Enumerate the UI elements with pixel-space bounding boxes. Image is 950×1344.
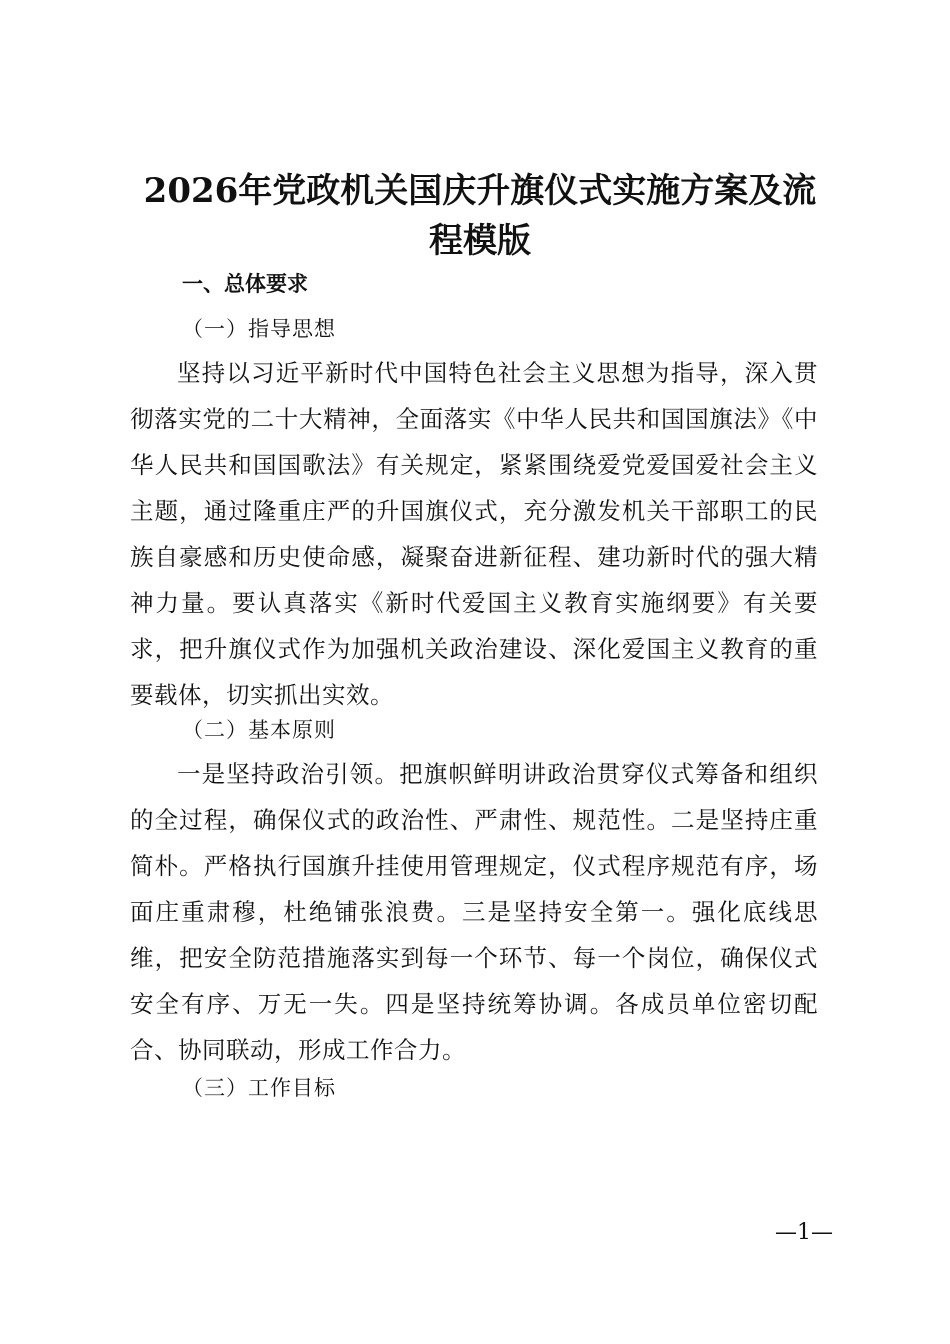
document-title-line-2: 程模版	[429, 221, 531, 261]
subsection-heading-guiding-ideology: （一）指导思想	[182, 317, 336, 341]
page-number: —1—	[775, 1220, 833, 1245]
document-title	[135, 166, 825, 266]
subsection-heading-basic-principles: （二）基本原则	[182, 718, 336, 742]
document-title-line-1: 2026年党政机关国庆升旗仪式实施方案及流	[143, 171, 817, 211]
paragraph-guiding-ideology: 坚持以习近平新时代中国特色社会主义思想为指导，深入贯彻落实党的二十大精神，全面落实《中华人民共和国国旗法》《中华人民共和国国歌法》有关规定，紧紧围绕爱党爱国爱社会主义主题，通过隆重庄严的升国旗仪式，充分激发机关干部职工的民族自豪感和历史使命感，凝聚奋进新征程、建功新时代的强大精神力量。要认真落实《新时代爱国主义教育实施纲要》有关要求，把升旗仪式作为加强机关政治建设、深化爱国主义教育的重要载体，切实抓出实效。	[130, 359, 818, 709]
paragraph-basic-principles: 一是坚持政治引领。把旗帜鲜明讲政治贯穿仪式筹备和组织的全过程，确保仪式的政治性、严肃性、规范性。二是坚持庄重简朴。严格执行国旗升挂使用管理规定，仪式程序规范有序，场面庄重肃穆，杜绝铺张浪费。三是坚持安全第一。强化底线思维，把安全防范措施落实到每一个环节、每一个岗位，确保仪式安全有序、万无一失。四是坚持统筹协调。各成员单位密切配合、协同联动，形成工作合力。	[130, 760, 818, 1064]
subsection-heading-work-goals: （三）工作目标	[182, 1076, 336, 1100]
section-heading-general-requirements: 一、总体要求	[182, 272, 308, 296]
